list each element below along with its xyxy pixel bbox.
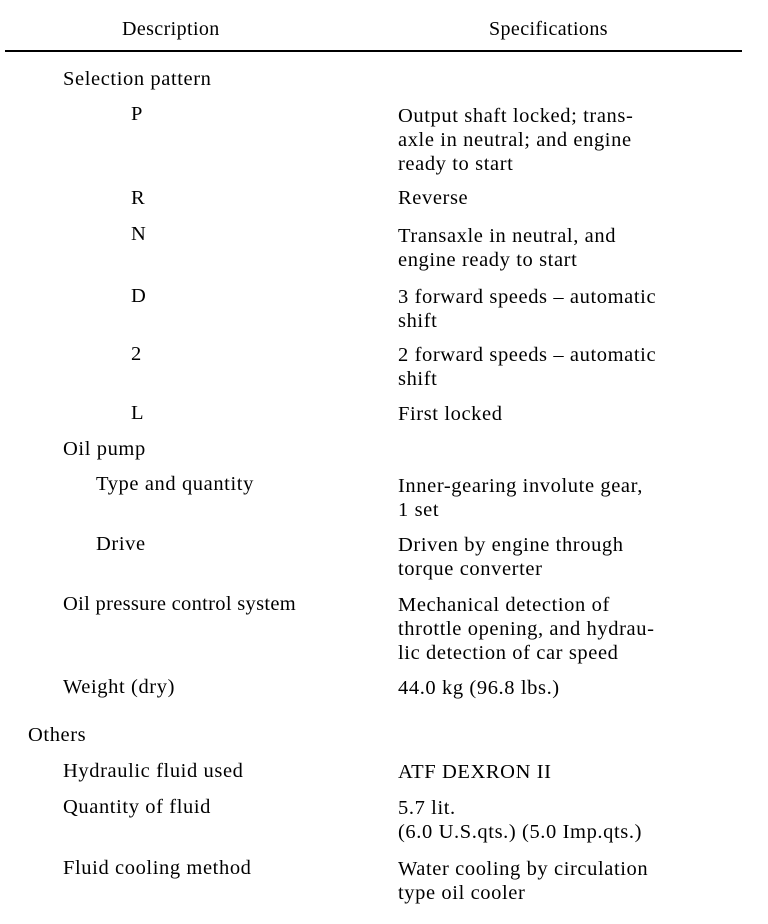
spec-line: Reverse (398, 187, 469, 209)
spec-line: 2 forward speeds – automatic (398, 344, 657, 366)
row-spec-type-quantity (398, 474, 643, 522)
spec-line: engine ready to start (398, 249, 578, 271)
row-spec-d (398, 285, 656, 333)
row-label-drive: Drive (96, 533, 146, 555)
row-spec-l (398, 402, 503, 426)
spec-line: First locked (398, 403, 503, 425)
row-spec-n (398, 224, 616, 272)
row-spec-oil-pressure (398, 593, 655, 665)
spec-line: Water cooling by circulation (398, 858, 649, 880)
row-label-others: Others (28, 724, 87, 746)
spec-line: torque converter (398, 558, 543, 580)
spec-line: ATF DEXRON II (398, 761, 552, 783)
spec-line: (6.0 U.S.qts.) (5.0 Imp.qts.) (398, 821, 643, 843)
spec-line: Output shaft locked; trans- (398, 105, 634, 127)
spec-line: 5.7 lit. (398, 797, 456, 819)
row-spec-quantity-fluid (398, 796, 642, 844)
row-spec-cooling-method (398, 857, 648, 905)
row-label-selection-pattern: Selection pattern (63, 68, 212, 90)
spec-line: Inner-gearing involute gear, (398, 475, 643, 497)
row-label-n: N (131, 223, 147, 245)
row-label-oil-pressure: Oil pressure control system (63, 593, 296, 615)
header-rule (5, 50, 742, 52)
spec-line: ready to start (398, 153, 514, 175)
row-spec-p (398, 104, 633, 176)
row-label-p: P (131, 103, 144, 125)
row-label-2: 2 (131, 343, 142, 365)
spec-line: 3 forward speeds – automatic (398, 286, 657, 308)
row-label-d: D (131, 285, 147, 307)
spec-line: lic detection of car speed (398, 642, 619, 664)
spec-line: throttle opening, and hydrau- (398, 618, 655, 640)
spec-line: shift (398, 310, 438, 332)
spec-line: type oil cooler (398, 882, 526, 904)
spec-line: shift (398, 368, 438, 390)
row-label-l: L (131, 402, 145, 424)
row-spec-r (398, 186, 468, 210)
spec-line: 1 set (398, 499, 440, 521)
spec-line: axle in neutral; and engine (398, 129, 632, 151)
header-specifications: Specifications (489, 18, 608, 40)
row-label-r: R (131, 187, 146, 209)
row-label-quantity-fluid: Quantity of fluid (63, 796, 211, 818)
spec-line: 44.0 kg (96.8 lbs.) (398, 677, 560, 699)
row-spec-hydraulic-fluid (398, 760, 552, 784)
header-description: Description (122, 18, 220, 40)
row-label-hydraulic-fluid: Hydraulic fluid used (63, 760, 244, 782)
row-spec-drive (398, 533, 624, 581)
row-spec-weight (398, 676, 560, 700)
row-spec-2 (398, 343, 656, 391)
spec-line: Driven by engine through (398, 534, 624, 556)
spec-line: Transaxle in neutral, and (398, 225, 617, 247)
spec-line: Mechanical detection of (398, 594, 610, 616)
row-label-oil-pump: Oil pump (63, 438, 146, 460)
row-label-weight: Weight (dry) (63, 676, 176, 698)
row-label-cooling-method: Fluid cooling method (63, 857, 252, 879)
row-label-type-quantity: Type and quantity (96, 473, 254, 495)
